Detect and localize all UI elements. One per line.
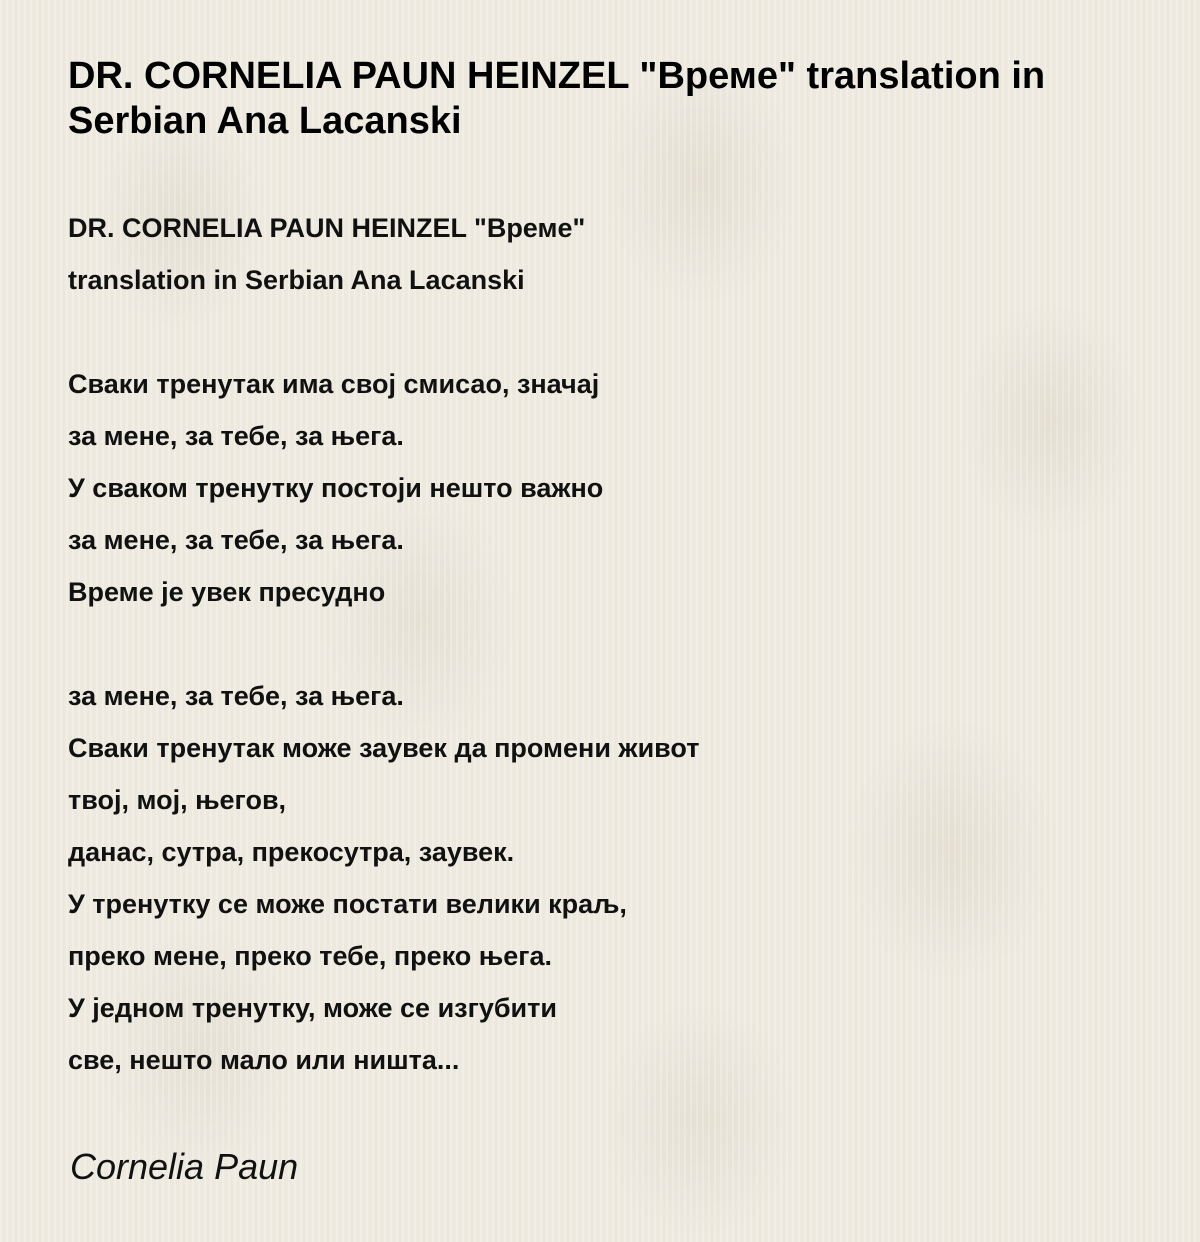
stanza-break (68, 623, 1068, 675)
poem-line: за мене, за тебе, за њега. (68, 681, 404, 711)
poem-line: У сваком тренутку постоји нешто важно (68, 473, 604, 503)
poem-line: твој, мој, његов, (68, 785, 287, 815)
poem-line: Време је увек пресудно (68, 577, 386, 607)
author-name: Cornelia Paun (70, 1146, 299, 1187)
poem-line: У тренутку се може постати велики краљ, (68, 889, 627, 919)
poem-line: данас, сутра, прекосутра, заувек. (68, 837, 515, 867)
poem-header-line: translation in Serbian Ana Lacanski (68, 265, 525, 295)
poem-line: све, нешто мало или ништа... (68, 1045, 460, 1075)
poem-line: У једном тренутку, може се изгубити (68, 993, 557, 1023)
poem-line: за мене, за тебе, за њега. (68, 525, 404, 555)
poem-line: за мене, за тебе, за њега. (68, 421, 404, 451)
poem-body (68, 207, 1068, 1091)
stanza-break (68, 311, 1068, 363)
page-title: DR. CORNELIA PAUN HEINZEL "Време" translation in Serbian Ana Lacanski (68, 55, 1046, 142)
poem-line: Сваки тренутак има свој смисао, значај (68, 369, 600, 399)
poem-line: Сваки тренутак може заувек да промени живот (68, 733, 700, 763)
poem-header-line: DR. CORNELIA PAUN HEINZEL "Време" (68, 213, 586, 243)
poem-line: преко мене, преко тебе, преко њега. (68, 941, 553, 971)
